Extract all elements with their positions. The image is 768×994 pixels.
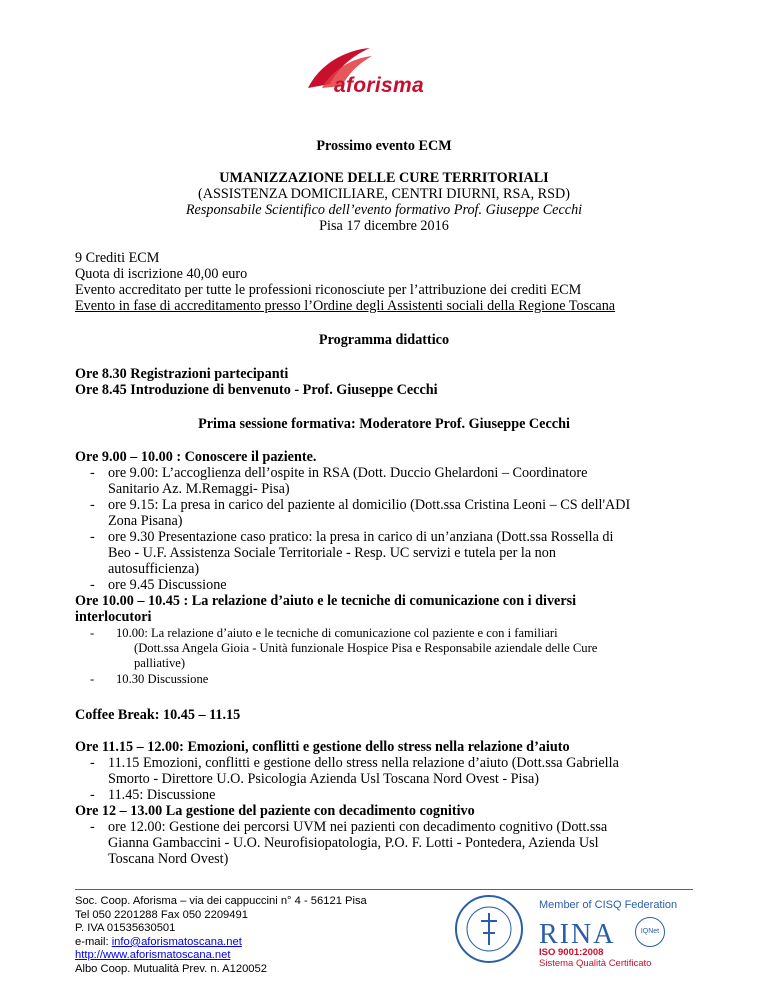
session-title: interlocutori	[75, 609, 152, 625]
rina-wordmark: RINA	[539, 919, 616, 950]
program-item: Toscana Nord Ovest)	[108, 851, 229, 867]
footer-email-row	[75, 936, 367, 950]
program-item: 10.30 Discussione	[116, 672, 209, 686]
place-date: Pisa 17 dicembre 2016	[319, 218, 449, 234]
accredited-text: Evento accreditato per tutte le professioni riconosciute per l’attribuzione dei crediti ECM	[75, 282, 582, 298]
program-item: ore 9.45 Discussione	[108, 577, 227, 593]
footer-phone: Tel 050 2201288 Fax 050 2209491	[75, 908, 248, 921]
footer-vat: P. IVA 01535630501	[75, 922, 176, 935]
bullet-dash: -	[90, 755, 95, 771]
bullet-dash: -	[90, 787, 95, 803]
footer-contacts	[75, 895, 367, 977]
cisq-member-text: Member of CISQ Federation	[539, 899, 678, 911]
session-heading: Prima sessione formativa: Moderatore Prof. Giuseppe Cecchi	[198, 416, 570, 432]
session-title: Ore 11.15 – 12.00: Emozioni, conflitti e gestione dello stress nella relazione d’aiuto	[75, 739, 570, 755]
iso-standard: ISO 9001:2008	[539, 947, 604, 958]
quality-system-text: Sistema Qualità Certificato	[539, 958, 652, 969]
session-title: Ore 9.00 – 10.00 : Conoscere il paziente.	[75, 449, 317, 465]
bullet-dash: -	[90, 465, 95, 481]
logo-text: aforisma	[334, 74, 424, 97]
email-link[interactable]: info@aforismatoscana.net	[111, 935, 242, 948]
footer-registry: Albo Coop. Mutualità Prev. n. A120052	[75, 962, 267, 975]
iqnet-badge-icon: IQNet	[635, 917, 665, 947]
program-item: Gianna Gambaccini - U.O. Neurofisiopatologia, P.O. F. Lotti - Pontedera, Azienda Usl	[108, 835, 599, 851]
program-heading: Programma didattico	[318, 332, 450, 348]
program-item: palliative)	[134, 656, 186, 670]
program-item: ore 9.30 Presentazione caso pratico: la presa in carico di un’anziana (Dott.ssa Rossella di	[108, 529, 614, 545]
bullet-dash: -	[90, 819, 95, 835]
program-item: autosufficienza)	[108, 561, 200, 577]
program-line: Ore 8.30 Registrazioni partecipanti	[75, 366, 289, 382]
session-title: Ore 10.00 – 10.45 : La relazione d’aiuto e le tecniche di comunicazione con i diversi	[75, 593, 577, 609]
email-label: e-mail:	[75, 935, 112, 948]
bullet-dash: -	[90, 672, 95, 686]
program-item: Beo - U.F. Assistenza Sociale Territoriale - Resp. UC servizi e tutela per la non	[108, 545, 556, 561]
event-title: UMANIZZAZIONE DELLE CURE TERRITORIALI	[219, 170, 549, 186]
pending-accreditation-text: Evento in fase di accreditamento presso l’Ordine degli Assistenti sociali della Regione Toscana	[75, 298, 616, 314]
program-item: 11.45: Discussione	[108, 787, 216, 803]
program-item: ore 12.00: Gestione dei percorsi UVM nei pazienti con decadimento cognitivo (Dott.ssa	[108, 819, 608, 835]
rina-seal-icon	[455, 895, 523, 963]
program-item: ore 9.00: L’accoglienza dell’ospite in RSA (Dott. Duccio Ghelardoni – Coordinatore	[108, 465, 588, 481]
fee-text: Quota di iscrizione 40,00 euro	[75, 266, 248, 282]
credits-text: 9 Crediti ECM	[75, 250, 160, 266]
program-item: (Dott.ssa Angela Gioia - Unità funzionale Hospice Pisa e Responsabile aziendale delle Cure	[134, 641, 598, 655]
aforisma-logo	[300, 44, 470, 106]
certification-block	[455, 893, 695, 968]
scientific-responsible: Responsabile Scientifico dell’evento formativo Prof. Giuseppe Cecchi	[185, 202, 583, 218]
program-item: 10.00: La relazione d’aiuto e le tecniche di comunicazione col paziente e con i familiari	[116, 626, 558, 640]
program-item: Sanitario Az. M.Remaggi- Pisa)	[108, 481, 290, 497]
session-title: Ore 12 – 13.00 La gestione del paziente con decadimento cognitivo	[75, 803, 475, 819]
program-item: Zona Pisana)	[108, 513, 183, 529]
footer-divider	[75, 889, 693, 890]
iso-certification-text	[539, 947, 651, 969]
coffee-break: Coffee Break: 10.45 – 11.15	[75, 707, 241, 723]
website-link[interactable]: http://www.aforismatoscana.net	[75, 949, 231, 962]
program-line: Ore 8.45 Introduzione di benvenuto - Prof. Giuseppe Cecchi	[75, 382, 438, 398]
bullet-dash: -	[90, 577, 95, 593]
event-label: Prossimo evento ECM	[316, 138, 452, 154]
bullet-dash: -	[90, 626, 95, 640]
program-item: ore 9.15: La presa in carico del paziente al domicilio (Dott.ssa Cristina Leoni – CS dell'ADI	[108, 497, 631, 513]
program-item: Smorto - Direttore U.O. Psicologia Azienda Usl Toscana Nord Ovest - Pisa)	[108, 771, 539, 787]
event-subtitle: (ASSISTENZA DOMICILIARE, CENTRI DIURNI, RSA, RSD)	[197, 186, 571, 202]
program-item: 11.15 Emozioni, conflitti e gestione dello stress nella relazione d’aiuto (Dott.ssa Gabriella	[108, 755, 619, 771]
bullet-dash: -	[90, 497, 95, 513]
footer-address: Soc. Coop. Aforisma – via dei cappuccini n° 4 - 56121 Pisa	[75, 895, 367, 907]
bullet-dash: -	[90, 529, 95, 545]
